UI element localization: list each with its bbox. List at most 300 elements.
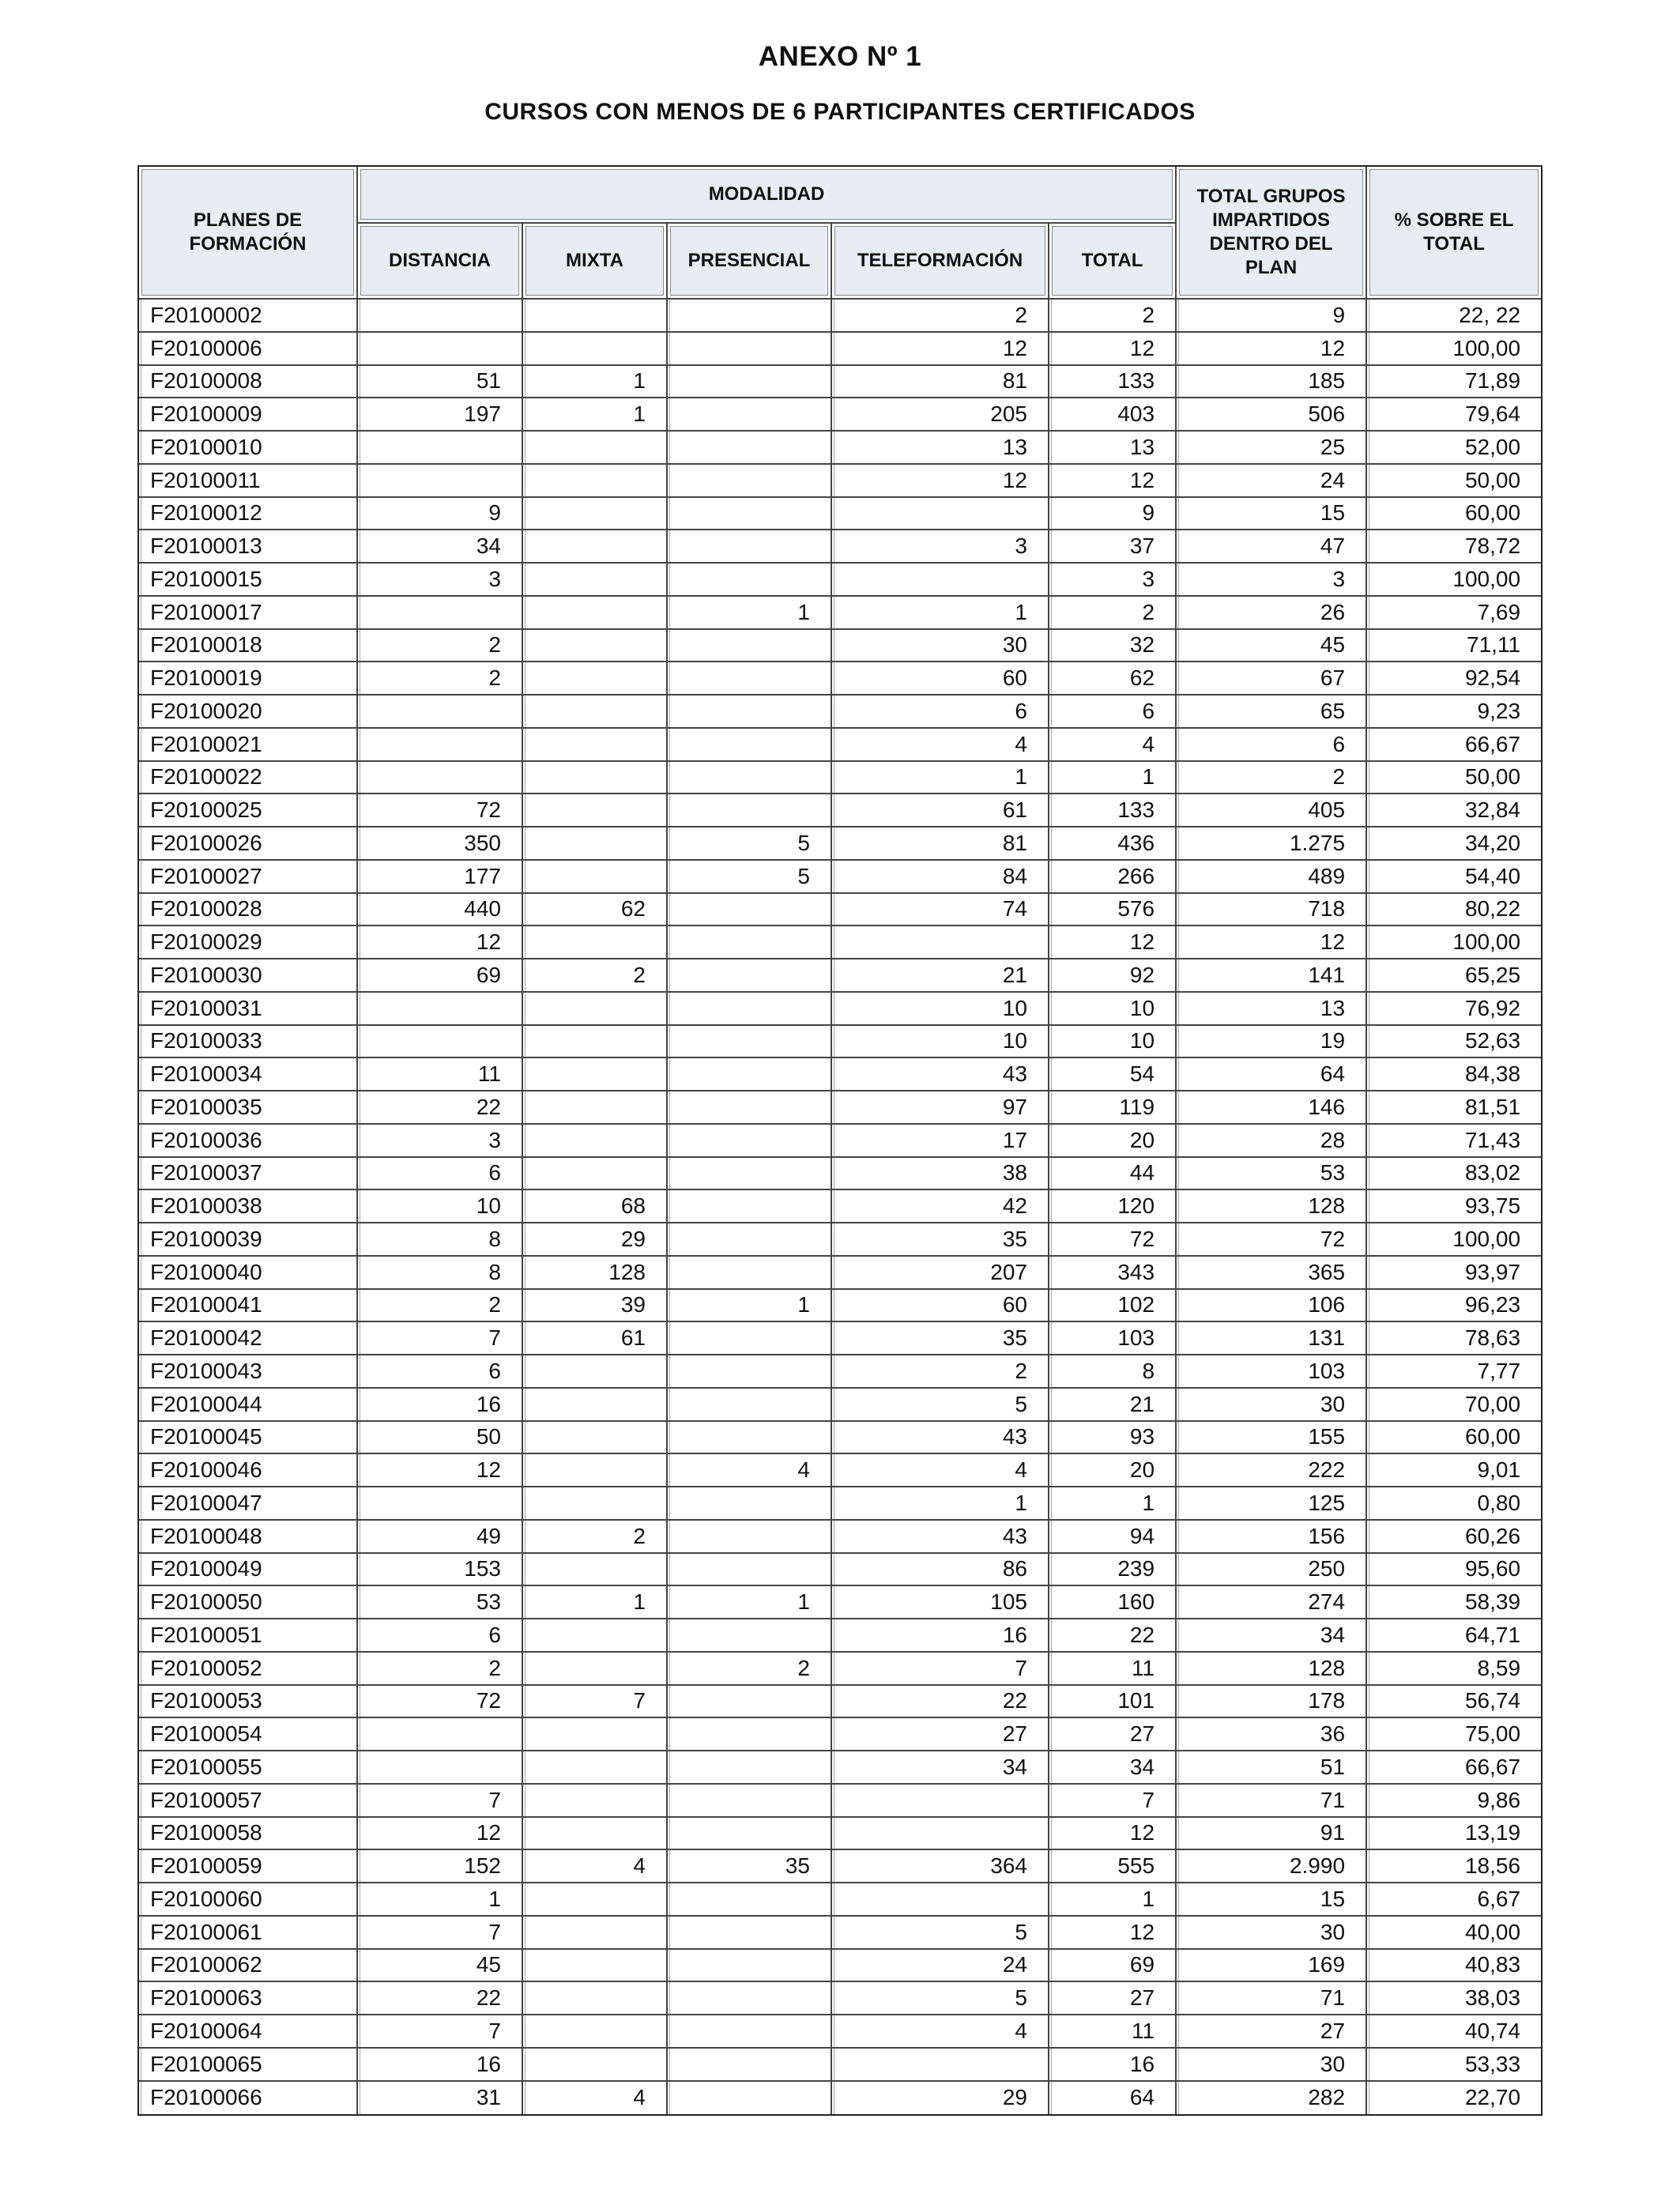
total-grupos-cell: 128 (1177, 1653, 1367, 1686)
total-cell: 22 (1049, 1619, 1177, 1653)
porcentaje-cell: 8,59 (1367, 1653, 1541, 1686)
total-grupos-cell: 25 (1177, 432, 1367, 465)
distancia-cell: 50 (358, 1422, 523, 1455)
presencial-cell (668, 1917, 832, 1950)
mixta-cell (523, 1058, 668, 1091)
presencial-cell (668, 2049, 832, 2082)
mixta-cell (523, 1355, 668, 1389)
teleformacion-cell: 21 (832, 959, 1049, 993)
header-modalidad: MODALIDAD (358, 167, 1177, 224)
teleformacion-cell (832, 498, 1049, 531)
distancia-cell: 2 (358, 1653, 523, 1686)
table-row (139, 564, 1541, 597)
porcentaje-cell: 65,25 (1367, 959, 1541, 993)
presencial-cell (668, 1322, 832, 1355)
header-planes: PLANES DE FORMACIÓN (139, 167, 358, 300)
plan-code-cell: F20100049 (139, 1554, 358, 1587)
table-row (139, 498, 1541, 531)
teleformacion-cell: 81 (832, 827, 1049, 861)
teleformacion-cell: 60 (832, 662, 1049, 696)
distancia-cell (358, 432, 523, 465)
mixta-cell: 4 (523, 1850, 668, 1883)
porcentaje-cell: 40,83 (1367, 1950, 1541, 1983)
total-cell: 93 (1049, 1422, 1177, 1455)
porcentaje-cell: 9,01 (1367, 1454, 1541, 1487)
distancia-cell: 72 (358, 794, 523, 827)
distancia-cell (358, 1026, 523, 1059)
distancia-cell: 8 (358, 1257, 523, 1290)
presencial-cell (668, 1257, 832, 1290)
presencial-cell (668, 1026, 832, 1059)
distancia-cell: 16 (358, 1389, 523, 1422)
total-cell: 160 (1049, 1586, 1177, 1619)
table-row (139, 1355, 1541, 1389)
plan-code-cell: F20100059 (139, 1850, 358, 1883)
total-grupos-cell: 103 (1177, 1355, 1367, 1389)
teleformacion-cell: 2 (832, 300, 1049, 333)
porcentaje-cell: 92,54 (1367, 662, 1541, 696)
teleformacion-cell: 364 (832, 1850, 1049, 1883)
total-grupos-cell: 405 (1177, 794, 1367, 827)
porcentaje-cell: 52,00 (1367, 432, 1541, 465)
distancia-cell (358, 993, 523, 1026)
total-cell: 37 (1049, 530, 1177, 564)
total-grupos-cell: 125 (1177, 1487, 1367, 1521)
total-grupos-cell: 45 (1177, 630, 1367, 663)
total-cell: 69 (1049, 1950, 1177, 1983)
total-cell: 555 (1049, 1850, 1177, 1883)
distancia-cell: 8 (358, 1223, 523, 1257)
distancia-cell: 440 (358, 894, 523, 927)
distancia-cell: 51 (358, 366, 523, 399)
distancia-cell: 7 (358, 1785, 523, 1818)
plan-code-cell: F20100062 (139, 1950, 358, 1983)
mixta-cell (523, 1487, 668, 1521)
distancia-cell (358, 696, 523, 729)
header-teleformacion: TELEFORMACIÓN (832, 224, 1049, 300)
distancia-cell: 6 (358, 1355, 523, 1389)
total-grupos-cell: 3 (1177, 564, 1367, 597)
presencial-cell (668, 794, 832, 827)
total-grupos-cell: 146 (1177, 1091, 1367, 1125)
total-grupos-cell: 9 (1177, 300, 1367, 333)
porcentaje-cell: 78,72 (1367, 530, 1541, 564)
plan-code-cell: F20100010 (139, 432, 358, 465)
total-grupos-cell: 282 (1177, 2082, 1367, 2115)
total-cell: 62 (1049, 662, 1177, 696)
plan-code-cell: F20100009 (139, 398, 358, 432)
table-row (139, 1454, 1541, 1487)
porcentaje-cell: 32,84 (1367, 794, 1541, 827)
total-grupos-cell: 365 (1177, 1257, 1367, 1290)
porcentaje-cell: 60,00 (1367, 498, 1541, 531)
porcentaje-cell: 100,00 (1367, 564, 1541, 597)
distancia-cell (358, 1487, 523, 1521)
total-cell: 44 (1049, 1158, 1177, 1191)
porcentaje-cell: 78,63 (1367, 1322, 1541, 1355)
presencial-cell (668, 926, 832, 959)
header-mixta: MIXTA (523, 224, 668, 300)
teleformacion-cell: 43 (832, 1521, 1049, 1554)
plan-code-cell: F20100054 (139, 1718, 358, 1751)
distancia-cell: 197 (358, 398, 523, 432)
plan-code-cell: F20100034 (139, 1058, 358, 1091)
plan-code-cell: F20100053 (139, 1686, 358, 1719)
distancia-cell: 152 (358, 1850, 523, 1883)
plan-code-cell: F20100038 (139, 1190, 358, 1223)
mixta-cell: 68 (523, 1190, 668, 1223)
total-grupos-cell: 47 (1177, 530, 1367, 564)
distancia-cell (358, 1718, 523, 1751)
total-cell: 12 (1049, 926, 1177, 959)
total-cell: 8 (1049, 1355, 1177, 1389)
porcentaje-cell: 9,23 (1367, 696, 1541, 729)
mixta-cell (523, 530, 668, 564)
porcentaje-cell: 22, 22 (1367, 300, 1541, 333)
mixta-cell: 1 (523, 1586, 668, 1619)
distancia-cell: 7 (358, 1917, 523, 1950)
teleformacion-cell: 1 (832, 597, 1049, 630)
table-row (139, 1586, 1541, 1619)
table-row (139, 894, 1541, 927)
plan-code-cell: F20100012 (139, 498, 358, 531)
total-grupos-cell: 718 (1177, 894, 1367, 927)
plan-code-cell: F20100037 (139, 1158, 358, 1191)
plan-code-cell: F20100045 (139, 1422, 358, 1455)
porcentaje-cell: 52,63 (1367, 1026, 1541, 1059)
mixta-cell (523, 564, 668, 597)
teleformacion-cell: 3 (832, 530, 1049, 564)
total-grupos-cell: 26 (1177, 597, 1367, 630)
teleformacion-cell: 2 (832, 1355, 1049, 1389)
distancia-cell: 12 (358, 1818, 523, 1851)
porcentaje-cell: 54,40 (1367, 861, 1541, 894)
porcentaje-cell: 70,00 (1367, 1389, 1541, 1422)
total-grupos-cell: 53 (1177, 1158, 1367, 1191)
presencial-cell (668, 1619, 832, 1653)
total-grupos-cell: 27 (1177, 2015, 1367, 2049)
distancia-cell: 7 (358, 2015, 523, 2049)
table-row (139, 530, 1541, 564)
presencial-cell (668, 1883, 832, 1917)
porcentaje-cell: 13,19 (1367, 1818, 1541, 1851)
teleformacion-cell: 30 (832, 630, 1049, 663)
teleformacion-cell: 205 (832, 398, 1049, 432)
mixta-cell (523, 432, 668, 465)
teleformacion-cell (832, 1883, 1049, 1917)
total-cell: 20 (1049, 1125, 1177, 1158)
distancia-cell (358, 465, 523, 498)
total-cell: 11 (1049, 1653, 1177, 1686)
distancia-cell: 12 (358, 926, 523, 959)
table-row (139, 432, 1541, 465)
presencial-cell (668, 993, 832, 1026)
porcentaje-cell: 93,75 (1367, 1190, 1541, 1223)
porcentaje-cell: 50,00 (1367, 762, 1541, 795)
teleformacion-cell: 74 (832, 894, 1049, 927)
porcentaje-cell: 0,80 (1367, 1487, 1541, 1521)
presencial-cell (668, 1982, 832, 2015)
table-row (139, 1026, 1541, 1059)
plan-code-cell: F20100002 (139, 300, 358, 333)
plan-code-cell: F20100033 (139, 1026, 358, 1059)
plan-code-cell: F20100061 (139, 1917, 358, 1950)
presencial-cell (668, 1223, 832, 1257)
mixta-cell (523, 1950, 668, 1983)
table-row (139, 1653, 1541, 1686)
plan-code-cell: F20100011 (139, 465, 358, 498)
porcentaje-cell: 71,11 (1367, 630, 1541, 663)
plan-code-cell: F20100006 (139, 333, 358, 366)
plan-code-cell: F20100058 (139, 1818, 358, 1851)
total-cell: 10 (1049, 1026, 1177, 1059)
mixta-cell (523, 1091, 668, 1125)
presencial-cell: 2 (668, 1653, 832, 1686)
total-grupos-cell: 72 (1177, 1223, 1367, 1257)
table-row (139, 794, 1541, 827)
table-row (139, 1718, 1541, 1751)
distancia-cell: 45 (358, 1950, 523, 1983)
plan-code-cell: F20100051 (139, 1619, 358, 1653)
distancia-cell: 12 (358, 1454, 523, 1487)
mixta-cell (523, 1389, 668, 1422)
header-porcentaje: % SOBRE EL TOTAL (1367, 167, 1541, 300)
teleformacion-cell: 17 (832, 1125, 1049, 1158)
presencial-cell: 1 (668, 1586, 832, 1619)
distancia-cell: 72 (358, 1686, 523, 1719)
teleformacion-cell (832, 1818, 1049, 1851)
teleformacion-cell: 4 (832, 1454, 1049, 1487)
porcentaje-cell: 75,00 (1367, 1718, 1541, 1751)
teleformacion-cell: 43 (832, 1422, 1049, 1455)
total-cell: 4 (1049, 729, 1177, 762)
table-row (139, 1487, 1541, 1521)
total-cell: 16 (1049, 2049, 1177, 2082)
total-grupos-cell: 28 (1177, 1125, 1367, 1158)
total-grupos-cell: 65 (1177, 696, 1367, 729)
table-row (139, 1818, 1541, 1851)
total-cell: 92 (1049, 959, 1177, 993)
total-grupos-cell: 1.275 (1177, 827, 1367, 861)
distancia-cell: 177 (358, 861, 523, 894)
presencial-cell (668, 498, 832, 531)
document-title: ANEXO Nº 1 (758, 41, 922, 72)
table-row (139, 1950, 1541, 1983)
mixta-cell (523, 1982, 668, 2015)
teleformacion-cell: 24 (832, 1950, 1049, 1983)
presencial-cell (668, 1751, 832, 1785)
porcentaje-cell: 58,39 (1367, 1586, 1541, 1619)
total-cell: 72 (1049, 1223, 1177, 1257)
distancia-cell: 11 (358, 1058, 523, 1091)
document-subtitle: CURSOS CON MENOS DE 6 PARTICIPANTES CERTIFICADOS (484, 99, 1196, 125)
cursos-table (137, 165, 1543, 2116)
table-row (139, 993, 1541, 1026)
mixta-cell (523, 662, 668, 696)
mixta-cell (523, 1718, 668, 1751)
header-distancia: DISTANCIA (358, 224, 523, 300)
presencial-cell (668, 1554, 832, 1587)
table-row (139, 729, 1541, 762)
table-row (139, 1091, 1541, 1125)
total-grupos-cell: 155 (1177, 1422, 1367, 1455)
header-presencial: PRESENCIAL (668, 224, 832, 300)
teleformacion-cell: 5 (832, 1389, 1049, 1422)
distancia-cell (358, 333, 523, 366)
mixta-cell (523, 1554, 668, 1587)
distancia-cell: 22 (358, 1091, 523, 1125)
plan-code-cell: F20100055 (139, 1751, 358, 1785)
total-cell: 576 (1049, 894, 1177, 927)
teleformacion-cell: 5 (832, 1917, 1049, 1950)
plan-code-cell: F20100046 (139, 1454, 358, 1487)
total-cell: 120 (1049, 1190, 1177, 1223)
plan-code-cell: F20100030 (139, 959, 358, 993)
teleformacion-cell: 22 (832, 1686, 1049, 1719)
teleformacion-cell: 4 (832, 2015, 1049, 2049)
plan-code-cell: F20100039 (139, 1223, 358, 1257)
total-grupos-cell: 128 (1177, 1190, 1367, 1223)
total-cell: 239 (1049, 1554, 1177, 1587)
presencial-cell (668, 762, 832, 795)
table-row (139, 1521, 1541, 1554)
total-grupos-cell: 30 (1177, 1389, 1367, 1422)
total-grupos-cell: 24 (1177, 465, 1367, 498)
mixta-cell: 2 (523, 1521, 668, 1554)
presencial-cell: 1 (668, 1290, 832, 1323)
distancia-cell: 22 (358, 1982, 523, 2015)
total-grupos-cell: 13 (1177, 993, 1367, 1026)
total-grupos-cell: 36 (1177, 1718, 1367, 1751)
total-cell: 1 (1049, 762, 1177, 795)
total-cell: 101 (1049, 1686, 1177, 1719)
table-row (139, 959, 1541, 993)
mixta-cell: 1 (523, 398, 668, 432)
presencial-cell (668, 959, 832, 993)
table-row (139, 1917, 1541, 1950)
total-cell: 11 (1049, 2015, 1177, 2049)
plan-code-cell: F20100057 (139, 1785, 358, 1818)
total-cell: 102 (1049, 1290, 1177, 1323)
presencial-cell (668, 1091, 832, 1125)
presencial-cell (668, 1389, 832, 1422)
mixta-cell (523, 1917, 668, 1950)
total-grupos-cell: 506 (1177, 398, 1367, 432)
mixta-cell (523, 1422, 668, 1455)
presencial-cell (668, 1521, 832, 1554)
presencial-cell (668, 1158, 832, 1191)
porcentaje-cell: 9,86 (1367, 1785, 1541, 1818)
teleformacion-cell (832, 1785, 1049, 1818)
plan-code-cell: F20100043 (139, 1355, 358, 1389)
header-total-grupos: TOTAL GRUPOS IMPARTIDOS DENTRO DEL PLAN (1177, 167, 1367, 300)
total-cell: 20 (1049, 1454, 1177, 1487)
porcentaje-cell: 66,67 (1367, 1751, 1541, 1785)
total-grupos-cell: 71 (1177, 1982, 1367, 2015)
teleformacion-cell (832, 2049, 1049, 2082)
total-grupos-cell: 91 (1177, 1818, 1367, 1851)
distancia-cell: 6 (358, 1158, 523, 1191)
teleformacion-cell: 105 (832, 1586, 1049, 1619)
plan-code-cell: F20100013 (139, 530, 358, 564)
teleformacion-cell: 1 (832, 762, 1049, 795)
presencial-cell (668, 1422, 832, 1455)
total-grupos-cell: 250 (1177, 1554, 1367, 1587)
total-cell: 436 (1049, 827, 1177, 861)
mixta-cell (523, 993, 668, 1026)
distancia-cell (358, 1751, 523, 1785)
porcentaje-cell: 93,97 (1367, 1257, 1541, 1290)
teleformacion-cell: 60 (832, 1290, 1049, 1323)
total-cell: 21 (1049, 1389, 1177, 1422)
porcentaje-cell: 60,00 (1367, 1422, 1541, 1455)
teleformacion-cell: 16 (832, 1619, 1049, 1653)
presencial-cell (668, 300, 832, 333)
total-grupos-cell: 12 (1177, 333, 1367, 366)
teleformacion-cell: 13 (832, 432, 1049, 465)
table-row (139, 696, 1541, 729)
table-row (139, 1058, 1541, 1091)
plan-code-cell: F20100042 (139, 1322, 358, 1355)
mixta-cell (523, 1454, 668, 1487)
mixta-cell: 1 (523, 366, 668, 399)
distancia-cell (358, 762, 523, 795)
mixta-cell (523, 1785, 668, 1818)
total-grupos-cell: 131 (1177, 1322, 1367, 1355)
total-grupos-cell: 30 (1177, 2049, 1367, 2082)
table-row (139, 465, 1541, 498)
mixta-cell (523, 1751, 668, 1785)
total-grupos-cell: 222 (1177, 1454, 1367, 1487)
table-row (139, 1125, 1541, 1158)
porcentaje-cell: 95,60 (1367, 1554, 1541, 1587)
plan-code-cell: F20100019 (139, 662, 358, 696)
mixta-cell (523, 1158, 668, 1191)
total-grupos-cell: 274 (1177, 1586, 1367, 1619)
teleformacion-cell: 10 (832, 1026, 1049, 1059)
total-grupos-cell: 30 (1177, 1917, 1367, 1950)
table-row (139, 1158, 1541, 1191)
distancia-cell: 53 (358, 1586, 523, 1619)
total-cell: 119 (1049, 1091, 1177, 1125)
table-row (139, 398, 1541, 432)
plan-code-cell: F20100031 (139, 993, 358, 1026)
porcentaje-cell: 100,00 (1367, 333, 1541, 366)
mixta-cell (523, 1619, 668, 1653)
distancia-cell (358, 300, 523, 333)
table-row (139, 1883, 1541, 1917)
presencial-cell (668, 1785, 832, 1818)
total-cell: 1 (1049, 1487, 1177, 1521)
presencial-cell (668, 1355, 832, 1389)
table-row (139, 827, 1541, 861)
mixta-cell: 7 (523, 1686, 668, 1719)
presencial-cell (668, 729, 832, 762)
total-grupos-cell: 156 (1177, 1521, 1367, 1554)
mixta-cell (523, 1125, 668, 1158)
plan-code-cell: F20100040 (139, 1257, 358, 1290)
mixta-cell (523, 729, 668, 762)
total-grupos-cell: 2.990 (1177, 1850, 1367, 1883)
teleformacion-cell: 34 (832, 1751, 1049, 1785)
distancia-cell: 2 (358, 662, 523, 696)
mixta-cell: 39 (523, 1290, 668, 1323)
total-cell: 12 (1049, 333, 1177, 366)
teleformacion-cell (832, 564, 1049, 597)
presencial-cell: 4 (668, 1454, 832, 1487)
total-cell: 27 (1049, 1982, 1177, 2015)
plan-code-cell: F20100018 (139, 630, 358, 663)
